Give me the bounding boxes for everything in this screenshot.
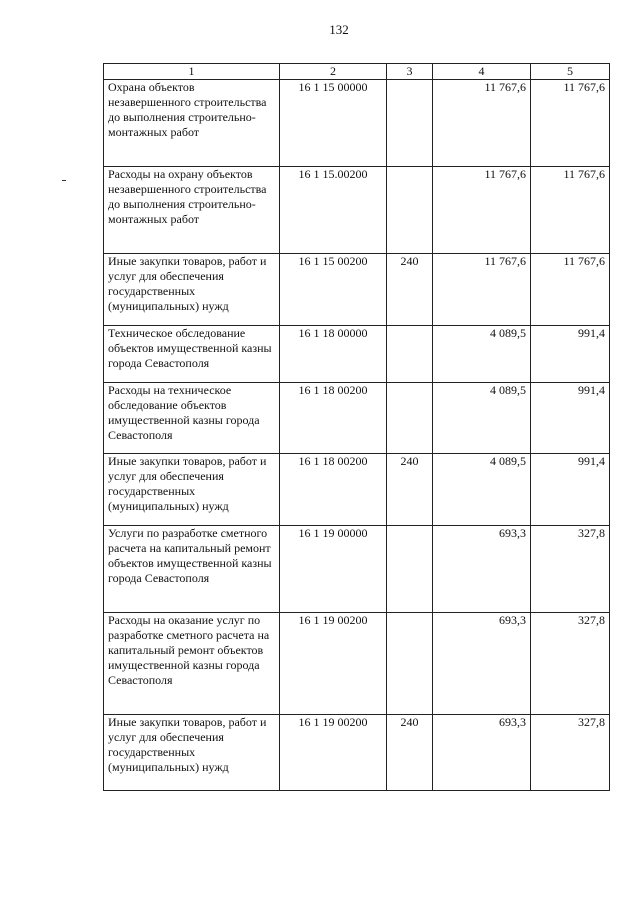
row-amount-2: 991,4 [531, 326, 610, 383]
row-amount-2: 327,8 [531, 715, 610, 791]
row-type [387, 167, 433, 254]
row-type: 240 [387, 715, 433, 791]
row-type: 240 [387, 254, 433, 326]
header-row [104, 64, 610, 80]
column-header: 5 [531, 64, 610, 80]
row-code: 16 1 18 00000 [280, 326, 387, 383]
row-name: Расходы на техническое обследование объектов имущественной казны города Севастополя [104, 383, 280, 454]
column-header: 3 [387, 64, 433, 80]
row-name: Иные закупки товаров, работ и услуг для обеспечения государственных (муниципальных) нужд [104, 715, 280, 791]
row-amount-1: 4 089,5 [433, 383, 531, 454]
row-amount-1: 11 767,6 [433, 254, 531, 326]
row-code: 16 1 15 00000 [280, 80, 387, 167]
row-amount-1: 693,3 [433, 613, 531, 715]
row-type [387, 80, 433, 167]
row-name: Услуги по разработке сметного расчета на капитальный ремонт объектов имущественной казны города Севастополя [104, 526, 280, 613]
budget-table [103, 63, 610, 791]
table-row [104, 383, 610, 454]
row-code: 16 1 19 00200 [280, 715, 387, 791]
column-header: 4 [433, 64, 531, 80]
row-name: Иные закупки товаров, работ и услуг для обеспечения государственных (муниципальных) нужд [104, 454, 280, 526]
row-name: Техническое обследование объектов имущественной казны города Севастополя [104, 326, 280, 383]
row-amount-2: 327,8 [531, 526, 610, 613]
table-row [104, 613, 610, 715]
table-row [104, 254, 610, 326]
row-code: 16 1 15.00200 [280, 167, 387, 254]
table-row [104, 326, 610, 383]
row-code: 16 1 18 00200 [280, 454, 387, 526]
column-header: 2 [280, 64, 387, 80]
row-type [387, 613, 433, 715]
row-amount-1: 11 767,6 [433, 167, 531, 254]
page-number: 132 [329, 22, 349, 37]
row-type [387, 526, 433, 613]
row-amount-2: 327,8 [531, 613, 610, 715]
row-type [387, 326, 433, 383]
row-name: Расходы на охрану объектов незавершенного строительства до выполнения строительно-монтажных работ [104, 167, 280, 254]
table-row [104, 167, 610, 254]
row-amount-1: 4 089,5 [433, 454, 531, 526]
table-row [104, 454, 610, 526]
table-row [104, 80, 610, 167]
row-type [387, 383, 433, 454]
row-name: Расходы на оказание услуг по разработке сметного расчета на капитальный ремонт объектов имущественной казны города Севастополя [104, 613, 280, 715]
row-amount-2: 991,4 [531, 383, 610, 454]
row-name: Иные закупки товаров, работ и услуг для обеспечения государственных (муниципальных) нужд [104, 254, 280, 326]
row-amount-1: 4 089,5 [433, 326, 531, 383]
row-code: 16 1 18 00200 [280, 383, 387, 454]
row-amount-1: 693,3 [433, 715, 531, 791]
table-row [104, 715, 610, 791]
row-amount-2: 991,4 [531, 454, 610, 526]
table-row [104, 526, 610, 613]
row-code: 16 1 15 00200 [280, 254, 387, 326]
margin-mark [62, 180, 66, 181]
row-amount-1: 693,3 [433, 526, 531, 613]
row-name: Охрана объектов незавершенного строительства до выполнения строительно-монтажных работ [104, 80, 280, 167]
row-amount-2: 11 767,6 [531, 80, 610, 167]
row-code: 16 1 19 00200 [280, 613, 387, 715]
column-header: 1 [104, 64, 280, 80]
row-amount-2: 11 767,6 [531, 167, 610, 254]
row-amount-1: 11 767,6 [433, 80, 531, 167]
row-type: 240 [387, 454, 433, 526]
row-code: 16 1 19 00000 [280, 526, 387, 613]
row-amount-2: 11 767,6 [531, 254, 610, 326]
